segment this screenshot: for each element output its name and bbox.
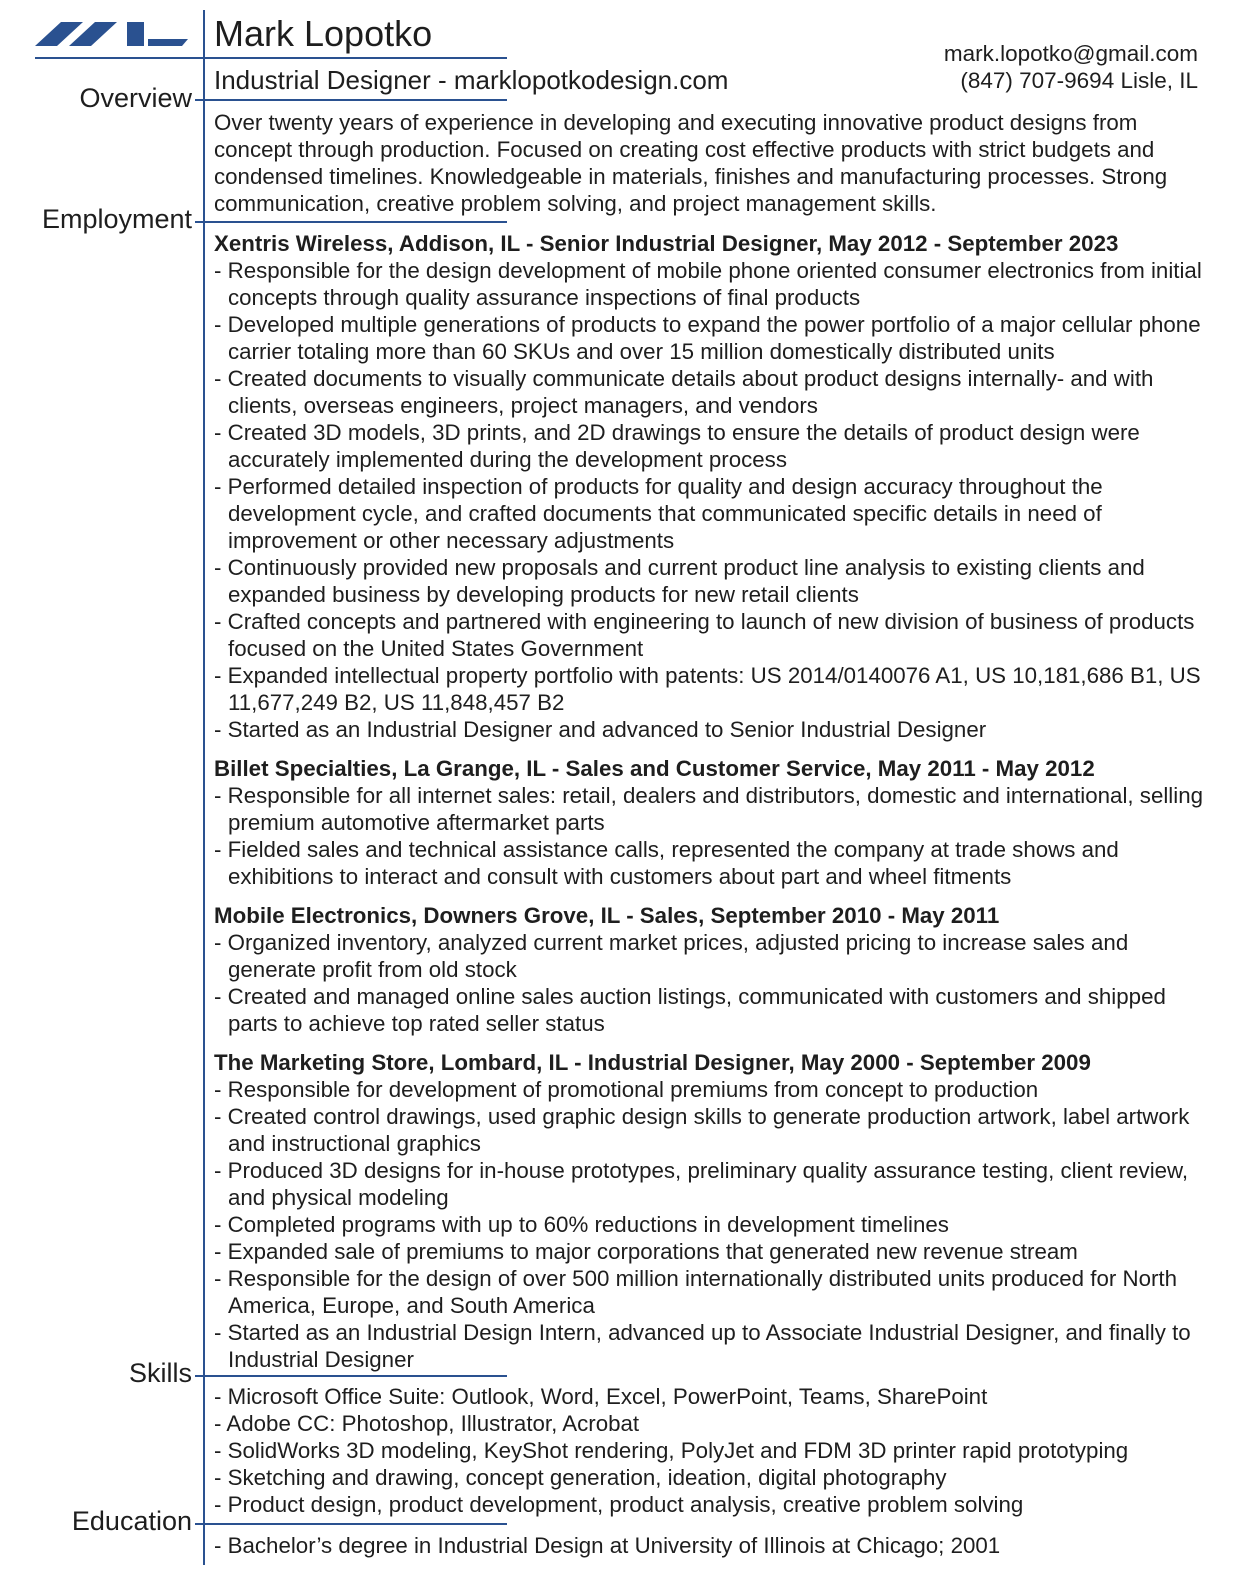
job-bullet: - Fielded sales and technical assistance calls, represented the company at trade shows and exhibitions to interact and consult with customers about part and wheel fitments — [214, 837, 1119, 889]
section-label-overview: Overview — [79, 83, 192, 113]
education-divider — [195, 1523, 507, 1525]
job-header: The Marketing Store, Lombard, IL - Industrial Designer, May 2000 - September 2009 — [214, 1050, 1091, 1075]
overview-text: Over twenty years of experience in developing and executing innovative product designs from concept through production. Focused on creating cost effective products with strict budgets and condensed timelines. Knowledgeable in materials, finishes and manufacturing processes. Strong communication, creative problem solving, and project management skills. — [214, 110, 1168, 216]
job-bullet: - Performed detailed inspection of products for quality and design accuracy throughout the development cycle, and crafted documents that communicated specific details in need of improvement or other necessary adjustments — [214, 474, 1103, 553]
job-bullet: - Continuously provided new proposals and current product line analysis to existing clients and expanded business by developing products for new retail clients — [214, 555, 1145, 607]
overview-divider — [195, 99, 507, 101]
candidate-name: Mark Lopotko — [214, 13, 433, 54]
employment-divider — [195, 221, 507, 223]
job-bullet: - Started as an Industrial Designer and advanced to Senior Industrial Designer — [214, 717, 987, 742]
section-label-skills: Skills — [128, 1358, 192, 1388]
skill-item: - Product design, product development, product analysis, creative problem solving — [214, 1492, 1024, 1517]
contact-info — [944, 40, 1198, 94]
job-bullet: - Expanded intellectual property portfolio with patents: US 2014/0140076 A1, US 10,181,686 B1, US 11,677,249 B2, US 11,848,457 B2 — [214, 663, 1201, 715]
job-bullet: - Responsible for the design development of mobile phone oriented consumer electronics from initial concepts through quality assurance inspections of final products — [214, 258, 1202, 310]
job-bullet: - Responsible for all internet sales: retail, dealers and distributors, domestic and international, selling premium automotive aftermarket parts — [214, 783, 1204, 835]
job-bullet: - Produced 3D designs for in-house prototypes, preliminary quality assurance testing, client review, and physical modeling — [214, 1158, 1189, 1210]
section-label-education: Education — [71, 1506, 192, 1536]
job-bullet: - Completed programs with up to 60% reductions in development timelines — [214, 1212, 949, 1237]
job-entry — [214, 1049, 1214, 1373]
job-header: Xentris Wireless, Addison, IL - Senior Industrial Designer, May 2012 - September 2023 — [214, 231, 1119, 256]
education-item: - Bachelor’s degree in Industrial Design at University of Illinois at Chicago; 2001 — [214, 1533, 1001, 1558]
job-bullet: - Created control drawings, used graphic design skills to generate production artwork, label artwork and instructional graphics — [214, 1104, 1190, 1156]
job-bullet: - Expanded sale of premiums to major corporations that generated new revenue stream — [214, 1239, 1078, 1264]
section-label-employment: Employment — [41, 204, 192, 234]
skill-item: - Adobe CC: Photoshop, Illustrator, Acrobat — [214, 1411, 640, 1436]
email: mark.lopotko@gmail.com — [943, 41, 1198, 66]
job-header: Mobile Electronics, Downers Grove, IL - Sales, September 2010 - May 2011 — [214, 903, 1000, 928]
job-bullet: - Created and managed online sales auction listings, communicated with customers and shipped parts to achieve top rated seller status — [214, 984, 1166, 1036]
skill-item: - Microsoft Office Suite: Outlook, Word, Excel, PowerPoint, Teams, SharePoint — [214, 1384, 988, 1409]
job-bullet: - Started as an Industrial Design Intern, advanced up to Associate Industrial Designer, and finally to Industrial Designer — [214, 1320, 1191, 1372]
employment-list — [214, 230, 1214, 1385]
job-bullet: - Crafted concepts and partnered with engineering to launch of new division of business of products focused on the United States Government — [214, 609, 1195, 661]
job-header: Billet Specialties, La Grange, IL - Sales and Customer Service, May 2011 - May 2012 — [214, 756, 1095, 781]
ml-logo — [35, 18, 190, 48]
skills-list — [214, 1383, 1214, 1518]
job-entry — [214, 755, 1214, 890]
skill-item: - SolidWorks 3D modeling, KeyShot rendering, PolyJet and FDM 3D printer rapid prototyping — [214, 1438, 1129, 1463]
phone-location: (847) 707-9694 Lisle, IL — [960, 68, 1198, 93]
vertical-divider — [203, 10, 205, 1565]
job-bullet: - Created 3D models, 3D prints, and 2D drawings to ensure the details of product design were accurately implemented during the development process — [214, 420, 1140, 472]
job-bullet: - Responsible for development of promotional premiums from concept to production — [214, 1077, 1039, 1102]
skill-item: - Sketching and drawing, concept generation, ideation, digital photography — [214, 1465, 947, 1490]
job-entry — [214, 902, 1214, 1037]
job-bullet: - Organized inventory, analyzed current market prices, adjusted pricing to increase sales and generate profit from old stock — [214, 930, 1129, 982]
header-divider — [35, 57, 507, 59]
job-entry — [214, 230, 1214, 743]
job-bullet: - Created documents to visually communicate details about product designs internally- and with clients, overseas engineers, project managers, and vendors — [214, 366, 1154, 418]
candidate-title: Industrial Designer - marklopotkodesign.com — [214, 65, 729, 95]
job-bullet: - Responsible for the design of over 500 million internationally distributed units produced for North America, Europe, and South America — [214, 1266, 1178, 1318]
education-list — [214, 1532, 1214, 1559]
job-bullet: - Developed multiple generations of products to expand the power portfolio of a major cellular phone carrier totaling more than 60 SKUs and over 15 million domestically distributed units — [214, 312, 1201, 364]
